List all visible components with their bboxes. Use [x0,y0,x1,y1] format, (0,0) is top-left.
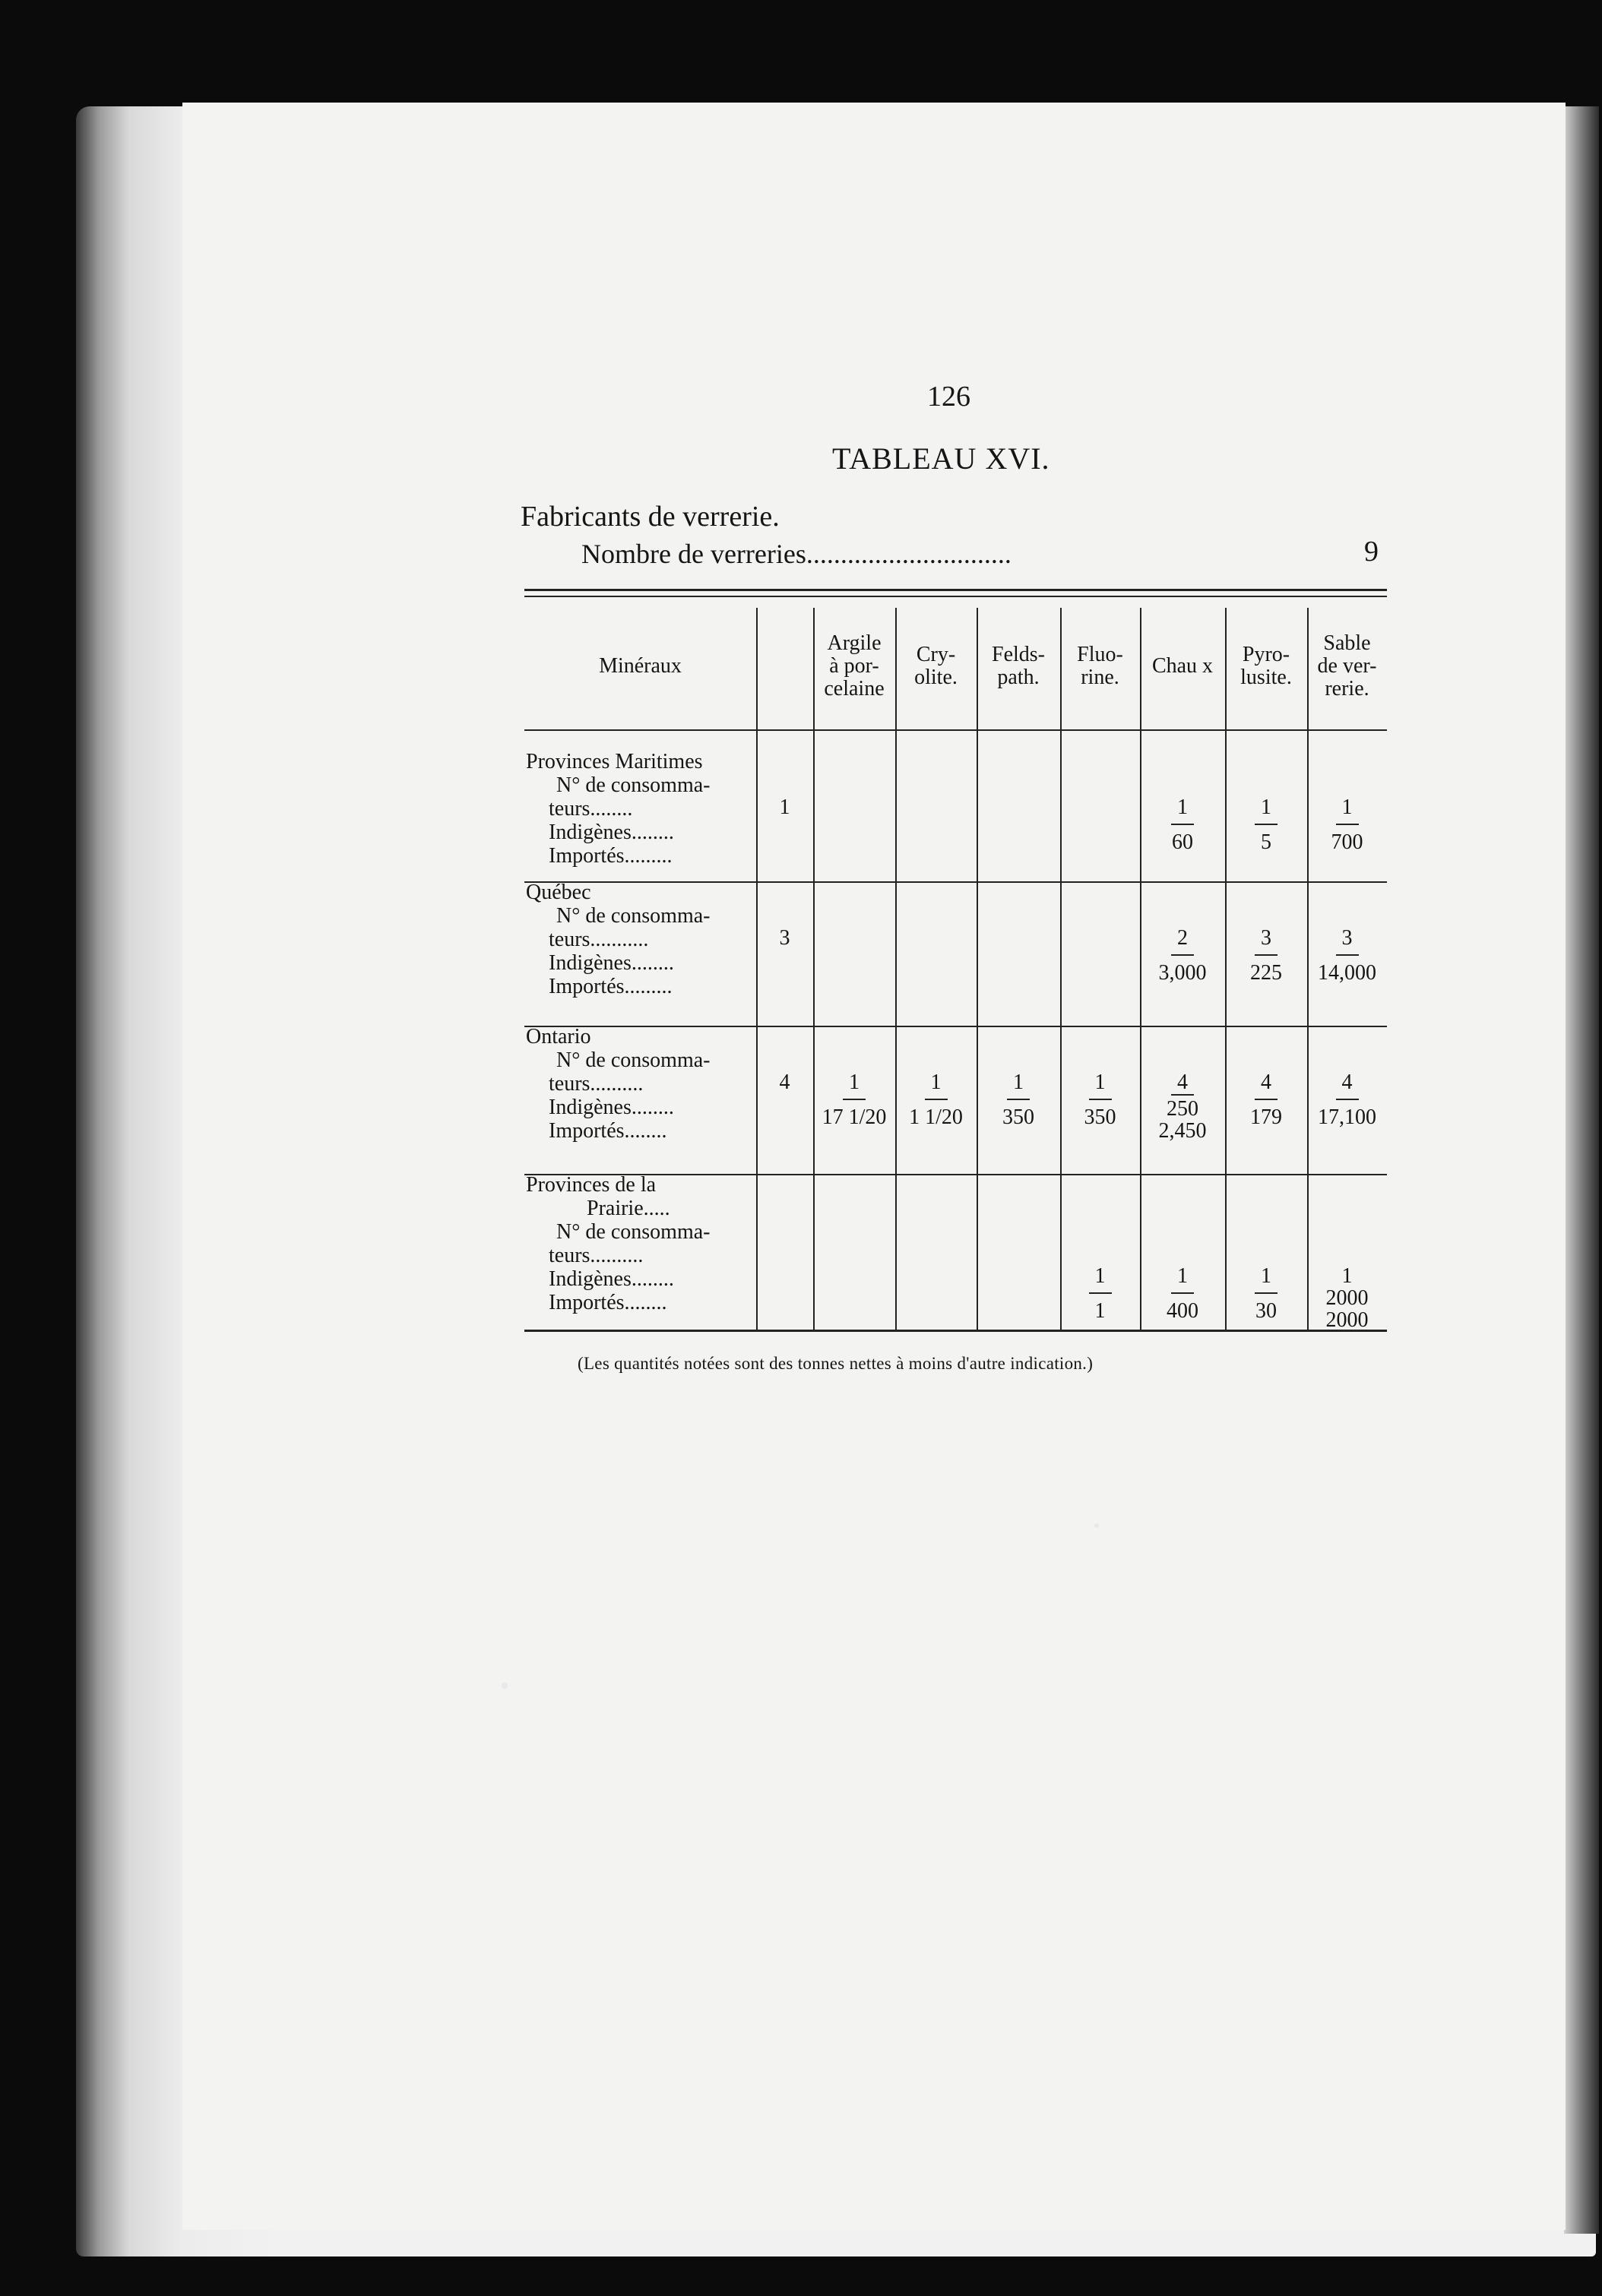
column-header: Argile à por- celaine [824,631,885,701]
fraction-cell [1225,1265,1307,1323]
row-label-line: teurs.......... [549,1244,644,1267]
consumer-number: 3 [1341,926,1353,950]
row-label-line: Indigènes........ [549,1096,674,1119]
consumer-number: 1 [1341,795,1353,819]
column-header: Minéraux [599,654,682,678]
consumer-count: 4 [779,1071,790,1094]
consumer-number: 1 [1177,795,1188,819]
fraction-bar [1255,824,1277,825]
paper-speck [1094,1523,1099,1528]
imported-value: 3,000 [1158,961,1207,985]
consumer-number: 1 [1094,1071,1106,1094]
consumer-number: 1 [849,1071,860,1094]
column-divider [813,608,815,1330]
column-header: Felds- path. [992,643,1045,689]
imported-value: 400 [1167,1299,1198,1323]
imported-value: 5 [1261,830,1271,854]
table-top-rule [524,596,1387,597]
fraction-bar [1171,1292,1194,1294]
row-label-line: Québec [526,881,591,904]
fraction-cell [1225,1071,1307,1129]
fraction-cell [1307,927,1387,985]
imported-value: 1 1/20 [909,1105,963,1129]
imported-value: 179 [1250,1105,1282,1129]
column-divider [1060,608,1062,1330]
consumer-number: 4 [1341,1071,1353,1094]
fraction-cell [1060,1265,1140,1323]
consumer-number: 2 [1177,926,1188,950]
row-label-line: teurs........ [549,797,633,821]
table-title: TABLEAU XVI. [832,441,1050,476]
scanned-page [182,103,1566,2230]
imported-value: 17 1/20 [822,1105,887,1129]
row-label-line: Ontario [526,1025,591,1048]
table-top-rule [524,589,1387,591]
row-label-line: Indigènes........ [549,951,674,975]
consumer-number: 1 [1177,1264,1188,1288]
row-label-line: teurs........... [549,928,649,951]
column-header: Chau x [1151,654,1214,678]
fraction-bar [1171,824,1194,825]
dot-leader: .............................. [806,539,1012,569]
glassworks-count-value: 9 [1364,536,1379,568]
section-heading: Fabricants de verrerie. [521,501,780,533]
fraction-cell [1307,796,1387,854]
fraction-bar [1336,1099,1359,1100]
fraction-cell [1140,927,1225,985]
imported-value: 17,100 [1318,1105,1376,1129]
row-label-line: Prairie..... [587,1197,670,1220]
indigenous-value: 2000 [1325,1286,1369,1310]
fraction-bar [1089,1292,1112,1294]
consumer-number: 4 [1261,1071,1271,1094]
imported-value: 60 [1172,830,1193,854]
fraction-cell [1225,927,1307,985]
fraction-bar [925,1099,948,1100]
fraction-bar [1171,954,1194,956]
fraction-bar [1089,1099,1112,1100]
fraction-bar [1171,1094,1194,1096]
consumer-number: 1 [1341,1264,1353,1288]
row-label-line: Importés........ [549,1291,667,1314]
fraction-cell [813,1071,895,1129]
book-spine-shadow [1564,106,1599,2234]
imported-value: 1 [1094,1299,1106,1323]
row-label-line: teurs.......... [549,1072,644,1096]
fraction-cell [1307,1071,1387,1129]
imported-value: 700 [1331,830,1363,854]
consumer-count: 3 [779,926,790,950]
table-footnote: (Les quantités notées sont des tonnes nettes à moins d'autre indication.) [578,1354,1094,1373]
row-label-line: Indigènes........ [549,821,674,844]
imported-value: 2,450 [1158,1119,1207,1143]
row-separator-rule [524,1330,1387,1332]
row-label-line: Provinces de la [526,1173,657,1197]
column-header: Fluo- rine. [1077,643,1123,689]
fraction-cell [1060,1071,1140,1129]
fraction-bar [1007,1099,1030,1100]
count-label: Nombre de verreries [581,539,806,569]
fraction-cell [1307,1265,1387,1332]
fraction-cell [895,1071,977,1129]
fraction-bar [1255,1292,1277,1294]
row-separator-rule [524,881,1387,883]
row-label-line: N° de consomma- [556,1220,711,1244]
row-label-line: Importés........ [549,1119,667,1143]
imported-value: 350 [1002,1105,1034,1129]
fraction-cell [1140,796,1225,854]
row-label-line: Importés......... [549,975,673,998]
header-bottom-rule [524,729,1387,731]
column-header: Sable de ver- rerie. [1317,631,1377,701]
row-separator-rule [524,1026,1387,1027]
imported-value: 30 [1255,1299,1277,1323]
page-number: 126 [927,381,970,413]
column-divider [756,608,758,1330]
fraction-cell [977,1071,1060,1129]
row-label-line: N° de consomma- [556,904,711,928]
fraction-cell [1225,796,1307,854]
consumer-number: 1 [1261,1264,1271,1288]
imported-value: 14,000 [1318,961,1376,985]
row-label-line: Importés......... [549,844,673,868]
row-label-line: Indigènes........ [549,1267,674,1291]
column-header: Cry- olite. [914,643,958,689]
imported-value: 225 [1250,961,1282,985]
consumer-number: 1 [1094,1264,1106,1288]
consumer-count: 1 [779,795,790,819]
consumer-number: 1 [930,1071,942,1094]
fraction-cell [1140,1071,1225,1143]
column-divider [977,608,978,1330]
column-header: Pyro- lusite. [1240,643,1292,689]
row-label-line: N° de consomma- [556,1048,711,1072]
fraction-cell [1140,1265,1225,1323]
glassworks-count-line [581,538,1379,570]
consumer-number: 3 [1261,926,1271,950]
row-label-line: Provinces Maritimes [526,750,703,773]
fraction-bar [843,1099,866,1100]
consumer-number: 1 [1261,795,1271,819]
row-label-line: N° de consomma- [556,773,711,797]
consumer-number: 4 [1177,1071,1188,1094]
fraction-bar [1336,954,1359,956]
fraction-bar [1255,1099,1277,1100]
consumer-number: 1 [1013,1071,1024,1094]
indigenous-value: 250 [1167,1097,1198,1121]
imported-value: 350 [1084,1105,1116,1129]
imported-value: 2000 [1325,1308,1369,1332]
fraction-bar [1255,954,1277,956]
column-divider [895,608,897,1330]
fraction-bar [1336,824,1359,825]
paper-speck [502,1683,508,1689]
